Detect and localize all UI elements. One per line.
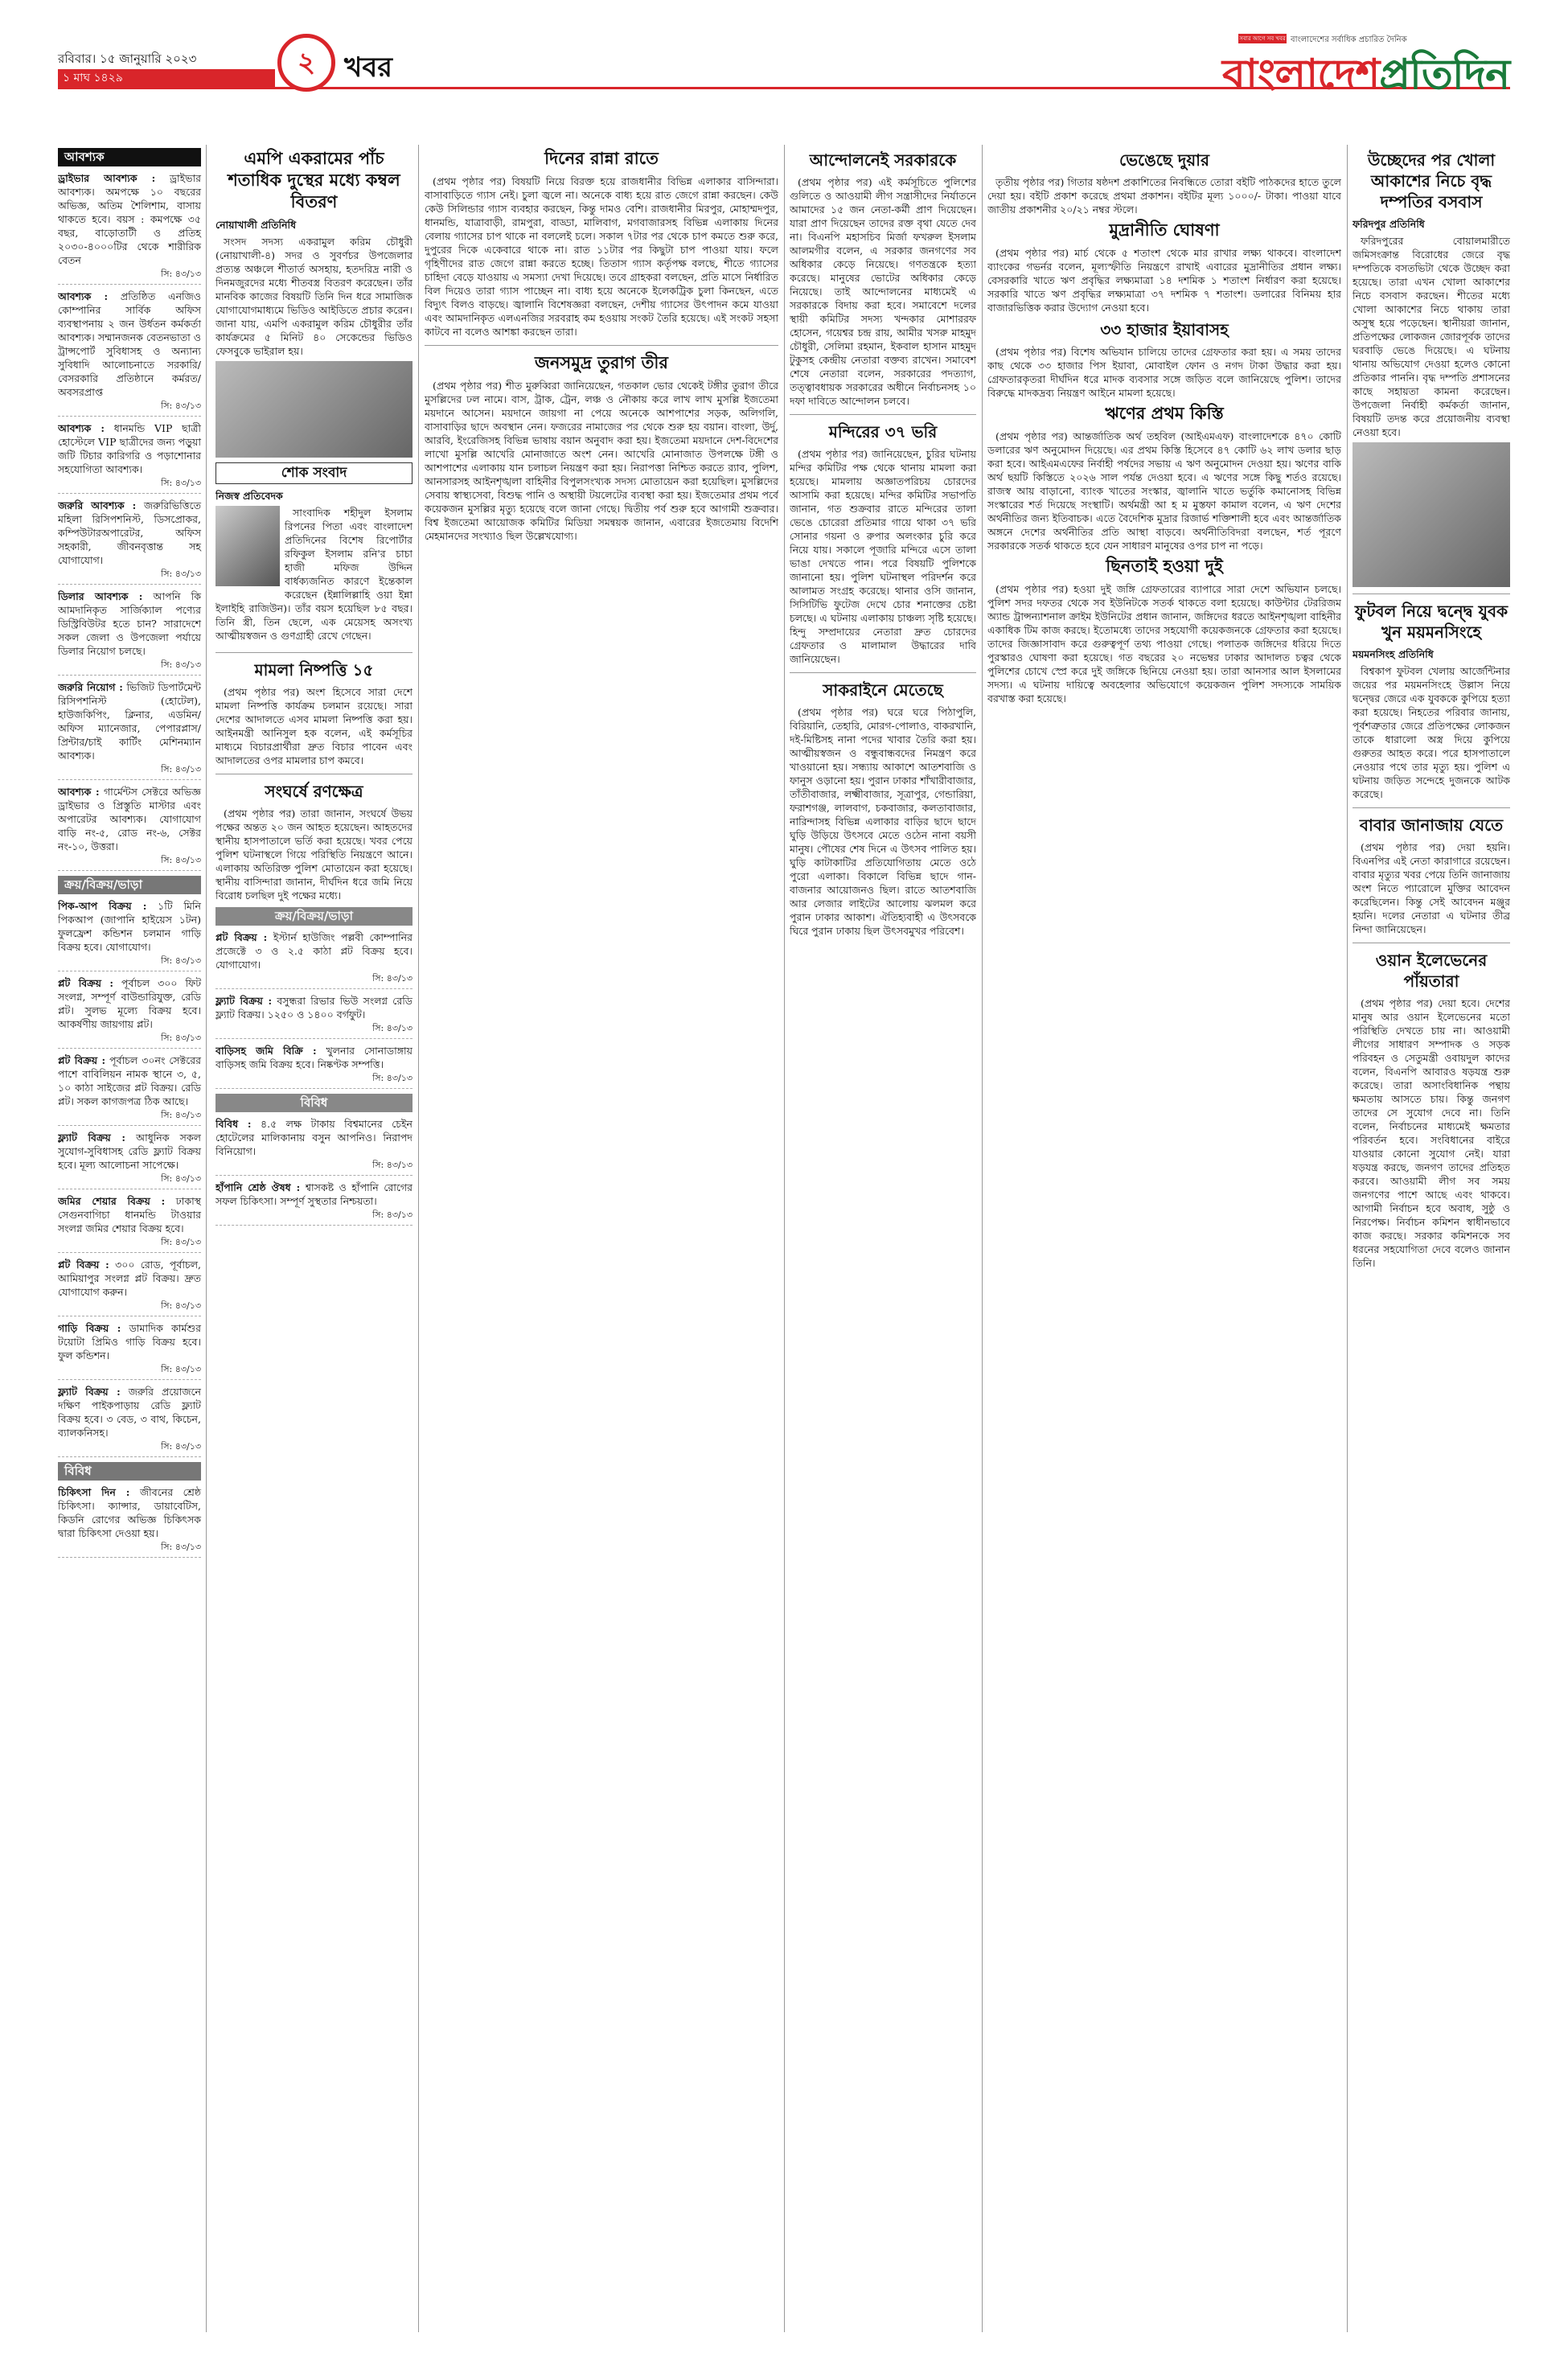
article-body: (প্রথম পৃষ্ঠার পর) শীত মুরুব্বিরা জানিয়েছেন, গতকাল ভোর থেকেই টঙ্গীর তুরাগ তীরে মুসল্লিদের ঢল নামে। বাস, ট্রাক, ট্রেন, লঞ্চ ও নৌকায় করে লাখ লাখ মুসল্লি ইজতেমা ময়দানে আসেন। ময়দানে জায়গা না পেয়ে অনেকে আশপাশের সড়ক, অলিগলি, বাসাবাড়ির ছাদে অবস্থান নেন। ফজরের নামাজের পর থেকে শুরু হয় বয়ান। বাংলা, উর্দু, আরবি, ইংরেজিসহ বিভিন্ন ভাষায় বয়ান অনুবাদ করা হয়। ইজতেমা ময়দানে দেশ-বিদেশের লাখো মুসল্লি আখেরি মোনাজাতে অংশ নেন। আখেরি মোনাজাত উপলক্ষে টঙ্গী ও আশপাশের এলাকায় যান চলাচল নিয়ন্ত্রণ করা হয়। নিরাপত্তা নিশ্চিত করতে র‌্যাব, পুলিশ, আনসারসহ আইনশৃঙ্খলা বাহিনীর বিপুলসংখ্যক সদস্য মোতায়েন করা হয়েছিল। মুসল্লিদের সেবায় স্বাস্থ্যসেবা, বিশুদ্ধ পানি ও অস্থায়ী টয়লেটের ব্যবস্থা করা হয়। ইজতেমার প্রথম পর্বে কয়েকজন মুসল্লির মৃত্যু হয়েছে বলে জানা গেছে। দ্বিতীয় পর্ব শুরু হবে আগামী শুক্রবার। বিশ্ব ইজতেমা আয়োজক কমিটির মিডিয়া সমন্বয়ক জানান, এবারের ইজতেমায় বিদেশি মেহমানদের সংখ্যাও ছিল উল্লেখযোগ্য। (425, 380, 778, 542)
headline: ঋণের প্রথম কিস্তি (1105, 404, 1224, 423)
classified-list (58, 1485, 201, 1558)
article-photo (215, 361, 413, 458)
classified-text: ৪.৫ লক্ষ টাকায় বিশ্বমানের চেইন হোটেলের মালিকানায় বসুন আপনিও। নিরাপদ বিনিয়োগ। (215, 1118, 413, 1157)
classified-heading: বিবিধ (58, 1462, 201, 1481)
classified-text: খুলনার সোনাডাঙ্গায় বাড়িসহ জমি বিক্রয় হবে। নিষ্কণ্টক সম্পত্তি। (215, 1045, 413, 1070)
divider (790, 672, 976, 673)
classified-lead: ফ্ল্যাট বিক্রয় : (58, 1132, 125, 1144)
classified-text: পূর্বাচল ৩০০ ফিট সংলগ্ন, সম্পূর্ণ বাউন্ডারিযুক্ত, রেডি প্লট। সুলভ মূল্যে বিক্রয় হবে। আকর্ষণীয় জায়গায় প্লট। (58, 977, 202, 1030)
classified-text: ইস্টার্ন হাউজিং পল্লবী কোম্পানির প্রজেক্টে ৩ ও ২.৫ কাঠা প্লট বিক্রয় হবে। যোগাযোগ। (215, 931, 413, 971)
byline: ময়মনসিংহ প্রতিনিধি (1353, 648, 1434, 660)
date-line: রবিবার। ১৫ জানুয়ারি ২০২৩ (58, 51, 197, 66)
classified-text: জীবনের শ্রেষ্ঠ চিকিৎসা। ক্যান্সার, ডায়াবেটিস, কিডনি রোগের অভিজ্ঞ চিকিৎসক দ্বারা চিকিৎসা দেওয়া হয়। (58, 1486, 201, 1539)
column-5 (987, 145, 1341, 2332)
article-body: (প্রথম পৃষ্ঠার পর) জানিয়েছেন, চুরির ঘটনায় মন্দির কমিটির পক্ষ থেকে থানায় মামলা করা হয়েছে। মামলায় অজ্ঞাতপরিচয় চোরদের আসামি করা হয়েছে। মন্দির কমিটির সভাপতি জানান, গত শুক্রবার রাতে মন্দিরের তালা ভেঙে চোরেরা প্রতিমার গায়ে থাকা ৩৭ ভরি সোনার গয়না ও রুপার অলংকার চুরি করে নিয়ে যায়। সকালে পূজারি মন্দিরে এসে তালা ভাঙা দেখতে পান। পরে বিষয়টি পুলিশকে জানানো হয়। পুলিশ ঘটনাস্থল পরিদর্শন করে আলামত সংগ্রহ করেছে। থানার ওসি জানান, সিসিটিভি ফুটেজ দেখে চোর শনাক্তের চেষ্টা চলছে। এ ঘটনায় এলাকায় চাঞ্চল্য সৃষ্টি হয়েছে। হিন্দু সম্প্রদায়ের নেতারা দ্রুত চোরদের গ্রেফতার ও মালামাল উদ্ধারের দাবি জানিয়েছেন। (790, 448, 976, 665)
headline: মুদ্রানীতি ঘোষণা (1109, 220, 1220, 240)
classified-text: আধুনিক সকল সুযোগ-সুবিধাসহ রেডি ফ্ল্যাট বিক্রয় হবে। মূল্য আলোচনা সাপেক্ষে। (58, 1132, 201, 1171)
classified-lead: জমির শেয়ার বিক্রয় : (58, 1195, 166, 1207)
article-body: তৃতীয় পৃষ্ঠার পর) গিতার ষষ্ঠদশ প্রকাশিতের নিবন্ধিতে তোরা বইটি পাঠকদের হাতে তুলে দেয়া হয়। বইটি প্রকাশ করেছে প্রথমা প্রকাশন। বইটির মূল্য ১০০০/- টাকা। পাওয়া যাবে জাতীয় প্রকাশনীর ২০/২১ নম্বর স্টলে। (987, 176, 1341, 216)
logo-main-text: বাংলাদেশ (1222, 51, 1380, 99)
classified-code: সি: ৪৩/১৩ (161, 400, 201, 411)
column-4 (790, 145, 976, 2332)
classified-code: সি: ৪৩/১৩ (372, 973, 413, 984)
classified-code: সি: ৪৩/১৩ (161, 855, 201, 865)
classified-ad (215, 1044, 413, 1089)
classified-lead: চিকিৎসা দিন : (58, 1486, 130, 1498)
classified-code: সি: ৪৩/১৩ (161, 569, 201, 579)
headline: ফুটবল নিয়ে দ্বন্দ্বে যুবক খুন ময়মনসিংহে (1354, 602, 1508, 642)
column-rule (982, 145, 983, 2332)
classified-code: সি: ৪৩/১৩ (372, 1023, 413, 1033)
headline: ছিনতাই হওয়া দুই (1106, 557, 1223, 576)
obituary-heading: শোক সংবাদ (215, 462, 413, 484)
classified-list (215, 930, 413, 1089)
classified-code: সি: ৪৩/১৩ (161, 955, 201, 966)
column-rule (418, 145, 419, 2332)
classified-code: সি: ৪৩/১৩ (161, 269, 201, 279)
classified-ad (215, 1117, 413, 1176)
classified-ad (58, 976, 201, 1049)
article-body: (প্রথম পৃষ্ঠার পর) এই কর্মসূচিতে পুলিশের গুলিতে ও আওয়ামী লীগ সন্ত্রাসীদের নির্যাতনে আমাদের ১৫ জন নেতা-কর্মী প্রাণ দিয়েছেন। যারা প্রাণ দিয়েছেন তাদের রক্ত বৃথা যেতে দেব না। বিএনপি মহাসচিব মির্জা ফখরুল ইসলাম আলমগীর বলেন, এ সরকার জনগণের সব অধিকার কেড়ে নিয়েছে। গণতন্ত্রকে হত্যা করেছে। মানুষের ভোটের অধিকার কেড়ে নিয়েছে। তাই আন্দোলনের মাধ্যমেই এ সরকারকে বিদায় করা হবে। সমাবেশে দলের স্থায়ী কমিটির সদস্য খন্দকার মোশাররফ হোসেন, গয়েশ্বর চন্দ্র রায়, আমীর খসরু মাহমুদ চৌধুরী, সেলিমা রহমান, ইকবাল হাসান মাহমুদ টুকুসহ কেন্দ্রীয় নেতারা বক্তব্য রাখেন। সমাবেশ শেষে নেতারা বলেন, সরকারের পদত্যাগ, তত্ত্বাবধায়ক সরকারের অধীনে নির্বাচনসহ ১০ দফা দাবিতে আন্দোলন চলবে। (790, 176, 976, 407)
obituary-photo (215, 506, 280, 586)
byline: নোয়াখালী প্রতিনিধি (215, 219, 297, 231)
divider (215, 652, 413, 653)
classified-ad (58, 1485, 201, 1558)
classified-ad (58, 1385, 201, 1457)
classified-code: সি: ৪৩/১৩ (161, 1110, 201, 1120)
article-body: ফরিদপুরের বোয়ালমারীতে জমিসংক্রান্ত বিরোধের জেরে বৃদ্ধ দম্পতিকে বসতভিটা থেকে উচ্ছেদ করা হয়েছে। তারা এখন খোলা আকাশের নিচে বসবাস করছেন। শীতের মধ্যে খোলা আকাশের নিচে থাকায় তারা অসুস্থ হয়ে পড়েছেন। স্থানীয়রা জানান, প্রতিপক্ষের লোকজন জোরপূর্বক তাদের ঘরবাড়ি ভেঙে দিয়েছে। এ ঘটনায় থানায় অভিযোগ দেওয়া হলেও কোনো প্রতিকার পাননি। বৃদ্ধ দম্পতি প্রশাসনের কাছে সহায়তা কামনা করেছেন। উপজেলা নির্বাহী কর্মকর্তা জানান, বিষয়টি তদন্ত করে প্রয়োজনীয় ব্যবস্থা নেওয়া হবে। (1353, 235, 1510, 438)
classified-ad (58, 1321, 201, 1380)
classified-ad (215, 1181, 413, 1226)
classified-lead: বাড়িসহ জমি বিক্রি : (215, 1045, 317, 1057)
classified-lead: জরুরি আবশ্যক : (58, 499, 137, 511)
byline: নিজস্ব প্রতিবেদক (215, 490, 283, 502)
article-photo (1353, 442, 1510, 587)
classified-text: ড্রাইভার আবশ্যক। অমপক্ষে ১০ বছরের অভিজ্ঞ, অতিম শৈলিশাম, বাসায় থাকতে হবে। বয়স : কমপক্ষে ৩৫ বছর, বাড়োতাটী ও প্রতিহ ২০৩০-৪০০০টির থেকে শারীরিক বেতন (58, 172, 201, 266)
headline: উচ্ছেদের পর খোলা আকাশের নিচে বৃদ্ধ দম্পতির বসবাস (1367, 150, 1496, 212)
classified-text: ভিজিট ডিপার্টমেন্ট রিসিপশনিস্ট (হোটেল), হাউজকিপিং, ক্লিনার, এডমিন/অফিস ম্যানেজার, পেপারপ্লাস/প্রিন্টার/চাই কার্টিং মেশিনম্যান আবশ্যক। (58, 681, 201, 762)
classified-ad (215, 930, 413, 989)
classified-text: ১টি মিনি পিকআপ (জাপানি হাইয়েস ১টন) ফুলফ্রেশ কন্ডিশন চলমান গাড়ি বিক্রয় হবে। যোগাযোগ। (58, 900, 201, 953)
classified-code: সি: ৪৩/১৩ (372, 1073, 413, 1083)
classified-ad (58, 680, 201, 780)
classifieds-column (58, 145, 207, 2332)
page-number: ২ (277, 34, 335, 92)
classified-heading: বিবিধ (215, 1094, 413, 1112)
classified-lead: আবশ্যক : (58, 786, 100, 798)
classified-lead: প্লট বিক্রয় : (58, 977, 114, 989)
column-2 (215, 145, 413, 2332)
classified-code: সি: ৪৩/১৩ (161, 1542, 201, 1552)
classified-lead: ড্রাইভার আবশ্যক : (58, 172, 156, 184)
article-body: সংসদ সদস্য একরামুল করিম চৌধুরী (নোয়াখালী-৪) সদর ও সুবর্ণচর উপজেলার প্রত্যন্ত অঞ্চলে শীতার্ত অসহায়, হতদরিদ্র নারী ও দিনমজুরদের মধ্যে শীতবস্ত্র বিতরণ করেছেন। তাঁর মানবিক কাজের বিষয়টি তিনি দিন ধরে সামাজিক যোগাযোগমাধ্যমে ভিডিও আইডিতে প্রচার করেন। জানা যায়, এমপি একরামুল করিম চৌধুরীর তাঁর কার্যক্রমের ৫ মিনিট ৪০ সেকেন্ডের ভিডিও ফেসবুকে ভাইরাল হয়। (215, 236, 413, 357)
classified-ad (58, 899, 201, 971)
article-body: (প্রথম পৃষ্ঠার পর) বিষয়টি নিয়ে বিরক্ত হয়ে রাজধানীর বিভিন্ন এলাকার বাসিন্দারা। বাসাবাড়িতে গ্যাস নেই। চুলা জ্বলে না। অনেকে বাধ্য হয়ে রাত জেগে রান্না করছেন। কেউ কেউ সিলিন্ডার গ্যাস ব্যবহার করছেন, কিন্তু দামও বেশি। রাজধানীর মিরপুর, মোহাম্মদপুর, ধানমন্ডি, যাত্রাবাড়ী, রামপুরা, বাড্ডা, মালিবাগ, মগবাজারসহ বিভিন্ন এলাকায় দিনের বেলায় গ্যাসের চাপ থাকে না বললেই চলে। সকাল ৭টার পর থেকে চাপ কমতে শুরু করে, দুপুরের দিকে একেবারে থাকে না। রাত ১১টার পর কিছুটা চাপ পাওয়া যায়। ফলে গৃহিণীদের রাত জেগে রান্না করতে হচ্ছে। তিতাস গ্যাস কর্তৃপক্ষ বলছে, শীতে গ্যাসের চাহিদা বেড়ে যাওয়ায় এ সমস্যা দেখা দিয়েছে। তবে গ্রাহকরা বলছেন, প্রতি মাসে নির্ধারিত বিল দিয়েও তারা গ্যাস পাচ্ছেন না। বাধ্য হয়ে অনেকে ইলেকট্রিক চুলা কিনছেন, এতে বিদ্যুৎ বিলও বাড়ছে। জ্বালানি বিশেষজ্ঞরা বলছেন, দেশীয় গ্যাসের উৎপাদন কমে যাওয়া এবং আমদানিকৃত এলএনজির সরবরাহ কম হওয়ায় সংকট তৈরি হয়েছে। এই সংকট সহসা কাটবে না বলেও আশঙ্কা করছেন তারা। (425, 175, 778, 338)
masthead-logo (1222, 42, 1509, 112)
classified-lead: প্লট বিক্রয় : (58, 1259, 109, 1271)
classified-text: প্রতিষ্ঠিত এনজিও কোম্পানির সার্বিক অফিস ব্যবস্থাপনায় ২ জন উর্ধতন কর্মকর্তা আবশ্যক। সম্মানজনক বেতনভাতা ও ট্রান্সপোর্ট সুবিধাসহ ও অন্যান্য সুবিধাদি আলোচনাতে সরকারি/বেসরকারি প্রতিষ্ঠানে কর্মরত/অবসরপ্রাপ্ত (58, 290, 201, 398)
article-body: (প্রথম পৃষ্ঠার পর) দেয়া হয়নি। বিএনপির এই নেতা কারাগারে রয়েছেন। বাবার মৃত্যুর খবর পেয়ে তিনি জানাজায় অংশ নিতে প্যারোলে মুক্তির আবেদন করেছিলেন। কিন্তু সেই আবেদন মঞ্জুর হয়নি। দলের নেতারা এ ঘটনার তীব্র নিন্দা জানিয়েছেন। (1353, 841, 1510, 935)
column-rule (1347, 145, 1348, 2332)
classified-ad (58, 1194, 201, 1253)
column-3 (425, 145, 778, 2332)
headline: ৩৩ হাজার ইয়াবাসহ (1100, 320, 1229, 339)
classified-code: সি: ৪৩/১৩ (161, 1033, 201, 1043)
classified-lead: আবশ্যক : (58, 290, 109, 302)
classified-text: বসুন্ধরা রিভার ভিউ সংলগ্ন রেডি ফ্ল্যাট বিক্রয়। ১২৫০ ও ১৪০০ বর্গফুট। (215, 995, 413, 1021)
classified-lead: প্লট বিক্রয় : (215, 931, 268, 943)
classified-list (215, 1117, 413, 1226)
classified-text: ৩০০ রোড, পূর্বাচল, আমিয়াপুর সংলগ্ন প্লট বিক্রয়। দ্রুত যোগাযোগ করুন। (58, 1259, 201, 1298)
classified-lead: পিক-আপ বিক্রয় : (58, 900, 147, 912)
classified-ad (58, 1258, 201, 1316)
divider (1353, 807, 1510, 808)
headline: জনসমুদ্র তুরাগ তীর (535, 353, 668, 372)
article-body: (প্রথম পৃষ্ঠার পর) তারা জানান, সংঘর্ষে উভয় পক্ষের অন্তত ২০ জন আহত হয়েছেন। আহতদের স্থানীয় হাসপাতালে ভর্তি করা হয়েছে। খবর পেয়ে পুলিশ ঘটনাস্থলে গিয়ে পরিস্থিতি নিয়ন্ত্রণে আনে। এলাকায় অতিরিক্ত পুলিশ মোতায়েন করা হয়েছে। স্থানীয় বাসিন্দারা জানান, দীর্ঘদিন ধরে জমি নিয়ে বিরোধ চলছিল দুই পক্ষের মধ্যে। (215, 807, 413, 902)
classified-lead: ডিলার আবশ্যক : (58, 590, 143, 602)
article-body: (প্রথম পৃষ্ঠার পর) অংশ হিসেবে সারা দেশে মামলা নিষ্পত্তি কার্যক্রম চলমান রয়েছে। সারা দেশের আদালতে এসব মামলা নিষ্পত্তি করা হয়। আইনমন্ত্রী আনিসুল হক বলেন, এই কর্মসূচির মাধ্যমে বিচারপ্রার্থীরা দ্রুত বিচার পাবেন এবং আদালতের ওপর মামলার চাপ কমবে। (215, 686, 413, 766)
classified-heading: আবশ্যক (58, 148, 201, 166)
classified-ad (58, 171, 201, 285)
article-body: বিশ্বকাপ ফুটবল খেলায় আর্জেন্টিনার জয়ের পর ময়মনসিংহে উল্লাস নিয়ে দ্বন্দ্বের জেরে এক যুবককে কুপিয়ে হত্যা করা হয়েছে। নিহতের পরিবার জানায়, পূর্বশত্রুতার জেরে প্রতিপক্ষের লোকজন তাকে ধারালো অস্ত্র দিয়ে কুপিয়ে গুরুতর আহত করে। পরে হাসপাতালে নেওয়ার পথে তার মৃত্যু হয়। পুলিশ এ ঘটনায় জড়িত সন্দেহে দুজনকে আটক করেছে। (1353, 665, 1510, 800)
classified-text: ঢাকাস্থ সেগুনবাগিচা ধানমন্ডি টাওয়ার সংলগ্ন জমির শেয়ার বিক্রয় হবে। (58, 1195, 201, 1234)
headline: ভেঙেছে দুয়ার (1119, 150, 1209, 170)
article-body: (প্রথম পৃষ্ঠার পর) ঘরে ঘরে পিঠাপুলি, বিরিয়ানি, তেহারি, মোরগ-পোলাও, বাকরখানি, দই-মিষ্টিসহ নানা পদের খাবার তৈরি করা হয়। আত্মীয়স্বজন ও বন্ধুবান্ধবদের নিমন্ত্রণ করে খাওয়ানো হয়। সন্ধ্যায় আকাশে আতশবাজি ও ফানুস ওড়ানো হয়। পুরান ঢাকার শাঁখারীবাজার, তাঁতীবাজার, লক্ষ্মীবাজার, সূত্রাপুর, গেন্ডারিয়া, ফরাশগঞ্জ, লালবাগ, চকবাজার, কলতাবাজার, নারিন্দাসহ বিভিন্ন এলাকার বাড়ির ছাদে ছাদে ঘুড়ি উড়িয়ে উৎসবে মেতে ওঠেন নানা বয়সী মানুষ। পৌষের শেষ দিনে এ উৎসব পালিত হয়। ঘুড়ি কাটাকাটির প্রতিযোগিতায় মেতে ওঠে পুরো এলাকা। বিকালে বিভিন্ন ছাদে গান-বাজনার আয়োজনও ছিল। রাতে আতশবাজি আর লেজার লাইটের আলোয় ঝলমল করে পুরান ঢাকার আকাশ। ঐতিহ্যবাহী এ উৎসবকে ঘিরে পুরান ঢাকায় ছিল উৎসবমুখর পরিবেশ। (790, 706, 976, 937)
classified-code: সি: ৪৩/১৩ (161, 1237, 201, 1247)
classified-code: সি: ৪৩/১৩ (161, 1441, 201, 1452)
article-body: সাংবাদিক শহীদুল ইসলাম রিপনের পিতা এবং বাংলাদেশ প্রতিদিনের বিশেষ রিপোর্টার রফিকুল ইসলাম রনি'র চাচা হাজী মফিজ উদ্দিন বার্ধক্যজনিত কারণে ইন্তেকাল করেছেন (ইন্নালিল্লাহি ওয়া ইন্না ইলাইহি রাজিউন)। তাঁর বয়স হয়েছিল ৮৫ বছর। তিনি স্ত্রী, তিন ছেলে, এক মেয়েসহ অসংখ্য আত্মীয়স্বজন ও গুণগ্রাহী রেখে গেছেন। (215, 507, 413, 642)
headline: বাবার জানাজায় যেতে (1359, 815, 1504, 835)
classified-code: সি: ৪৩/১৩ (372, 1210, 413, 1220)
classified-text: জরুরি প্রয়োজনে দক্ষিণ পাইকপাড়ায় রেডি ফ্ল্যাট বিক্রয় হবে। ৩ বেড, ৩ বাথ, কিচেন, ব্যালকনিসহ। (58, 1386, 202, 1439)
classified-text: ধানমন্ডি VIP ছাত্রী হোস্টেলে VIP ছাত্রীদের জন্য পড়ুয়া জটি টিচার কারিগরি ও পড়াশোনার সহযোগিতা আবশ্যক। (58, 422, 202, 475)
article-body: (প্রথম পৃষ্ঠার পর) মার্চ থেকে ৫ শতাংশ থেকে মার রাখার লক্ষ্য থাকবে। বাংলাদেশ ব্যাংকের গভর্নর বলেন, মূল্যস্ফীতি নিয়ন্ত্রণে রাখাই এবারের মুদ্রানীতির প্রধান লক্ষ্য। বেসরকারি খাতে ঋণ প্রবৃদ্ধির লক্ষ্যমাত্রা ১৪ দশমিক ১ শতাংশ নির্ধারণ করা হয়েছে। সরকারি খাতে ঋণ প্রবৃদ্ধির লক্ষ্যমাত্রা ৩৭ দশমিক ৭ শতাংশ। ডলারের বিনিময় হার বাজারভিত্তিক করার উদ্যোগ নেওয়া হবে। (987, 247, 1341, 314)
classified-heading: ক্রয়/বিক্রয়/ভাড়া (58, 876, 201, 894)
classified-text: গার্মেন্টস সেক্টরে অভিজ্ঞ ড্রাইভার ও প্রিস্তুতি মাস্টার এবং অপারেটর আবশ্যক। যোগাযোগ বাড়ি নং-৫, রোড নং-৬, সেক্টর নং-১০, উত্তরা। (58, 786, 201, 852)
divider (425, 345, 778, 346)
classified-code: সি: ৪৩/১৩ (161, 659, 201, 670)
classified-lead: প্লট বিক্রয় : (58, 1054, 106, 1066)
classified-code: সি: ৪৩/১৩ (161, 764, 201, 774)
classified-ad (58, 421, 201, 494)
article-body: (প্রথম পৃষ্ঠার পর) হওয়া দুই জঙ্গি গ্রেফতারের ব্যাপারে সারা দেশে অভিযান চলছে। পুলিশ সদর দফতর থেকে সব ইউনিটকে সতর্ক থাকতে বলা হয়েছে। কাউন্টার টেররিজম অ্যান্ড ট্রান্সন্যাশনাল ক্রাইম ইউনিটের প্রধান জানান, জঙ্গিদের ধরতে আইনশৃঙ্খলা বাহিনীর একাধিক টিম কাজ করছে। ইতোমধ্যে তাদের সহযোগী কয়েকজনকে গ্রেফতার করা হয়েছে। তাদের জিজ্ঞাসাবাদ করে গুরুত্বপূর্ণ তথ্য পাওয়া গেছে। পলাতক জঙ্গিদের ধরিয়ে দিতে পুরস্কারও ঘোষণা করা হয়েছে। গত বছরের ২০ নভেম্বর ঢাকার আদালত চত্বর থেকে পুলিশের চোখে স্প্রে করে দুই জঙ্গিকে ছিনিয়ে নেওয়া হয়। তারা আনসার আল ইসলামের সদস্য। এ ঘটনায় দায়িত্বে অবহেলার অভিযোগে কয়েকজন পুলিশ সদস্যকে সাময়িক বরখাস্ত করা হয়েছে। (987, 583, 1341, 704)
classified-code: সি: ৪৩/১৩ (161, 1300, 201, 1311)
classified-code: সি: ৪৩/১৩ (161, 1173, 201, 1184)
divider (790, 414, 976, 415)
bangla-date: ১ মাঘ ১৪২৯ (58, 69, 275, 87)
classified-list (58, 171, 201, 871)
classified-lead: আবশ্যক : (58, 422, 105, 434)
article-body: (প্রথম পৃষ্ঠার পর) আন্তর্জাতিক অর্থ তহবিল (আইএমএফ) বাংলাদেশকে ৪৭০ কোটি ডলারের ঋণ অনুমোদন দিয়েছে। এর প্রথম কিস্তি হিসেবে ৪৭ কোটি ৬২ লাখ ডলার ছাড় করা হবে। আইএমএফের নির্বাহী পর্ষদের সভায় এ ঋণ অনুমোদন দেওয়া হয়। ঋণের বাকি অর্থ ছয়টি কিস্তিতে ২০২৬ সাল পর্যন্ত দেওয়া হবে। এ ঋণের সঙ্গে কিছু শর্তও রয়েছে। রাজস্ব আয় বাড়ানো, ব্যাংক খাতের সংস্কার, জ্বালানি খাতে ভর্তুকি কমানোসহ বিভিন্ন সংস্কারের শর্ত দিয়েছে সংস্থাটি। অর্থমন্ত্রী আ হ ম মুস্তফা কামাল বলেন, এ ঋণ দেশের অর্থনীতির জন্য ইতিবাচক। এতে বৈদেশিক মুদ্রার রিজার্ভ শক্তিশালী হবে এবং আন্তর্জাতিক অঙ্গনে দেশের অর্থনীতির প্রতি আস্থা বাড়বে। অর্থনীতিবিদরা বলছেন, শর্ত পূরণে সরকারকে সতর্ক থাকতে হবে যেন সাধারণ মানুষের ওপর চাপ না পড়ে। (987, 430, 1341, 552)
logo-subtitle: বাংলাদেশের সর্বাধিক প্রচারিত দৈনিক (1291, 35, 1407, 44)
byline: ফরিদপুর প্রতিনিধি (1353, 218, 1425, 230)
article-body: (প্রথম পৃষ্ঠার পর) বিশেষ অভিযান চালিয়ে তাদের গ্রেফতার করা হয়। এ সময় তাদের কাছ থেকে ৩৩ হাজার পিস ইয়াবা, মোবাইল ফোন ও নগদ টাকা উদ্ধার করা হয়। গ্রেফতারকৃতরা দীর্ঘদিন ধরে মাদক ব্যবসার সঙ্গে জড়িত বলে জানিয়েছে পুলিশ। তাদের বিরুদ্ধে মাদকদ্রব্য নিয়ন্ত্রণ আইনে মামলা হয়েছে। (987, 346, 1341, 399)
classified-lead: ফ্ল্যাট বিক্রয় : (215, 995, 273, 1007)
column-rule (784, 145, 785, 2332)
classified-code: সি: ৪৩/১৩ (161, 478, 201, 488)
classified-text: শ্বাসকষ্ট ও হাঁপানি রোগের সফল চিকিৎসা। সম্পূর্ণ সুস্থতার নিশ্চয়তা। (215, 1181, 413, 1207)
headline: সাকরাইনে মেতেছে (823, 680, 943, 700)
classified-lead: হাঁপানি শ্রেষ্ঠ ঔষধ : (215, 1181, 301, 1193)
headline: মন্দিরের ৩৭ ভরি (828, 422, 938, 442)
logo-accent-text: প্রতিদিন (1379, 51, 1510, 99)
classified-ad (58, 290, 201, 417)
classified-code: সি: ৪৩/১৩ (372, 1160, 413, 1170)
classified-ad (58, 589, 201, 676)
classified-ad (58, 785, 201, 871)
classified-lead: গাড়ি বিক্রয় : (58, 1322, 121, 1334)
classified-list (58, 899, 201, 1457)
classified-ad (215, 994, 413, 1039)
classified-text: পূর্বাচল ৩০নং সেক্টরের পাশে বাবিলিয়ন নামক স্থানে ৩, ৫, ১০ কাঠা সাইজের প্লট বিক্রয়। রেডি প্লট। সকল কাগজপত্র ঠিক আছে। (58, 1054, 201, 1107)
article-body: (প্রথম পৃষ্ঠার পর) দেয়া হবে। দেশের মানুষ আর ওয়ান ইলেভেনের মতো পরিস্থিতি দেখতে চায় না। আওয়ামী লীগের সাধারণ সম্পাদক ও সড়ক পরিবহন ও সেতুমন্ত্রী ওবায়দুল কাদের বলেন, বিএনপি আবারও ষড়যন্ত্র শুরু করেছে। তারা অসাংবিধানিক পন্থায় ক্ষমতায় আসতে চায়। কিন্তু জনগণ তাদের সে সুযোগ দেবে না। তিনি বলেন, নির্বাচনের মাধ্যমেই ক্ষমতার পরিবর্তন হবে। সংবিধানের বাইরে যাওয়ার কোনো সুযোগ নেই। যারা ষড়যন্ত্র করছে, জনগণ তাদের প্রতিহত করবে। আওয়ামী লীগ সব সময় জনগণের পাশে আছে এবং থাকবে। আগামী নির্বাচন হবে অবাধ, সুষ্ঠু ও নিরপেক্ষ। নির্বাচন কমিশন স্বাধীনভাবে কাজ করছে। সরকার কমিশনকে সব ধরনের সহযোগিতা দেবে বলেও জানান তিনি। (1353, 997, 1510, 1269)
headline: এমপি একরামের পাঁচ শতাধিক দুস্থের মধ্যে কম্বল বিতরণ (228, 149, 400, 212)
classified-lead: বিবিধ : (215, 1118, 252, 1130)
section-title: খবর (344, 51, 392, 84)
classified-text: জরুরিভিত্তিতে মহিলা রিসিপশনিস্ট, ডিসপ্রোকর, কম্পিউটারঅপারেটর, অফিস সহকারী, জীবনবৃত্তান্ত সহ যোগাযোগ। (58, 499, 201, 566)
classified-code: সি: ৪৩/১৩ (161, 1364, 201, 1374)
headline: দিনের রান্না রাতে (544, 149, 659, 168)
classified-lead: জরুরি নিয়োগ : (58, 681, 123, 693)
logo-tagline: সবার আগে সব খবর (1239, 35, 1286, 42)
headline: আন্দোলনেই সরকারকে (809, 150, 957, 170)
headline: মামলা নিষ্পত্তি ১৫ (254, 660, 374, 680)
classified-text: ডামাদিক কার্মশুর টয়োটা প্রিমিও গাড়ি বিক্রয় হবে। ফুল কন্ডিশন। (58, 1322, 202, 1362)
headline: ওয়ান ইলেভেনের পাঁয়তারা (1375, 951, 1488, 991)
classified-ad (58, 1054, 201, 1126)
headline: সংঘর্ষে রণক্ষেত্র (265, 782, 363, 801)
classified-text: আপনি কি আমদানিকৃত সার্জিক্যাল পণ্যের ডিস্ট্রিবিউটর হতে চান? সারাদেশে সকল জেলা ও উপজেলা পর্যায়ে ডিলার নিয়োগ চলছে। (58, 590, 201, 657)
classified-heading: ক্রয়/বিক্রয়/ভাড়া (215, 907, 413, 926)
classified-ad (58, 499, 201, 585)
classified-lead: ফ্ল্যাট বিক্রয় : (58, 1386, 121, 1398)
column-6 (1353, 145, 1510, 2332)
classified-ad (58, 1131, 201, 1189)
